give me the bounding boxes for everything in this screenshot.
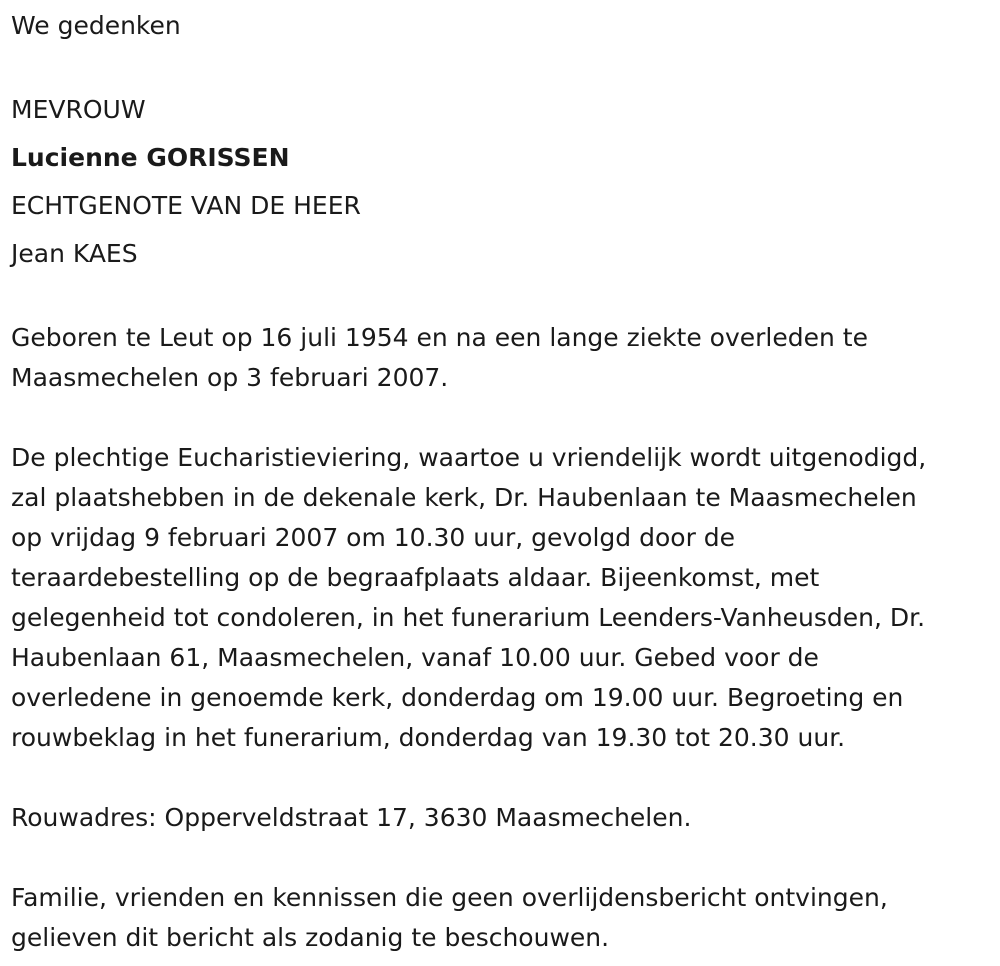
paragraph-line: gelegenheid tot condoleren, in het funerarium Leenders-Vanheusden, Dr. — [11, 603, 926, 632]
paragraph-line: rouwbeklag in het funerarium, donderdag van 19.30 tot 20.30 uur. — [11, 723, 846, 752]
closing-paragraph — [11, 878, 996, 958]
relation-text: ECHTGENOTE VAN DE HEER — [11, 191, 361, 220]
paragraph-line: zal plaatshebben in de dekenale kerk, Dr. Haubenlaan te Maasmechelen — [11, 483, 917, 512]
paragraph-line: Familie, vrienden en kennissen die geen overlijdensbericht ontvingen, — [11, 883, 888, 912]
paragraph-line: Maasmechelen op 3 februari 2007. — [11, 363, 449, 392]
mourning-address: Rouwadres: Opperveldstraat 17, 3630 Maasmechelen. — [11, 803, 692, 832]
ceremony-paragraph — [11, 438, 996, 758]
paragraph-line: overledene in genoemde kerk, donderdag om 19.00 uur. Begroeting en — [11, 683, 904, 712]
death-notice — [11, 6, 996, 958]
address-paragraph — [11, 798, 996, 838]
spouse-name: Jean KAES — [11, 239, 138, 268]
paragraph-line: op vrijdag 9 februari 2007 om 10.30 uur, gevolgd door de — [11, 523, 736, 552]
paragraph-line: teraardebestelling op de begraafplaats aldaar. Bijeenkomst, met — [11, 563, 820, 592]
paragraph-line: Haubenlaan 61, Maasmechelen, vanaf 10.00 uur. Gebed voor de — [11, 643, 819, 672]
intro-text: We gedenken — [11, 11, 181, 40]
title-prefix: MEVROUW — [11, 95, 146, 124]
paragraph-line: Geboren te Leut op 16 juli 1954 en na een lange ziekte overleden te — [11, 323, 868, 352]
deceased-name: Lucienne GORISSEN — [11, 143, 290, 172]
paragraph-line: De plechtige Eucharistieviering, waartoe u vriendelijk wordt uitgenodigd, — [11, 443, 927, 472]
paragraph-line: gelieven dit bericht als zodanig te beschouwen. — [11, 923, 610, 952]
birth-death-paragraph — [11, 318, 996, 398]
